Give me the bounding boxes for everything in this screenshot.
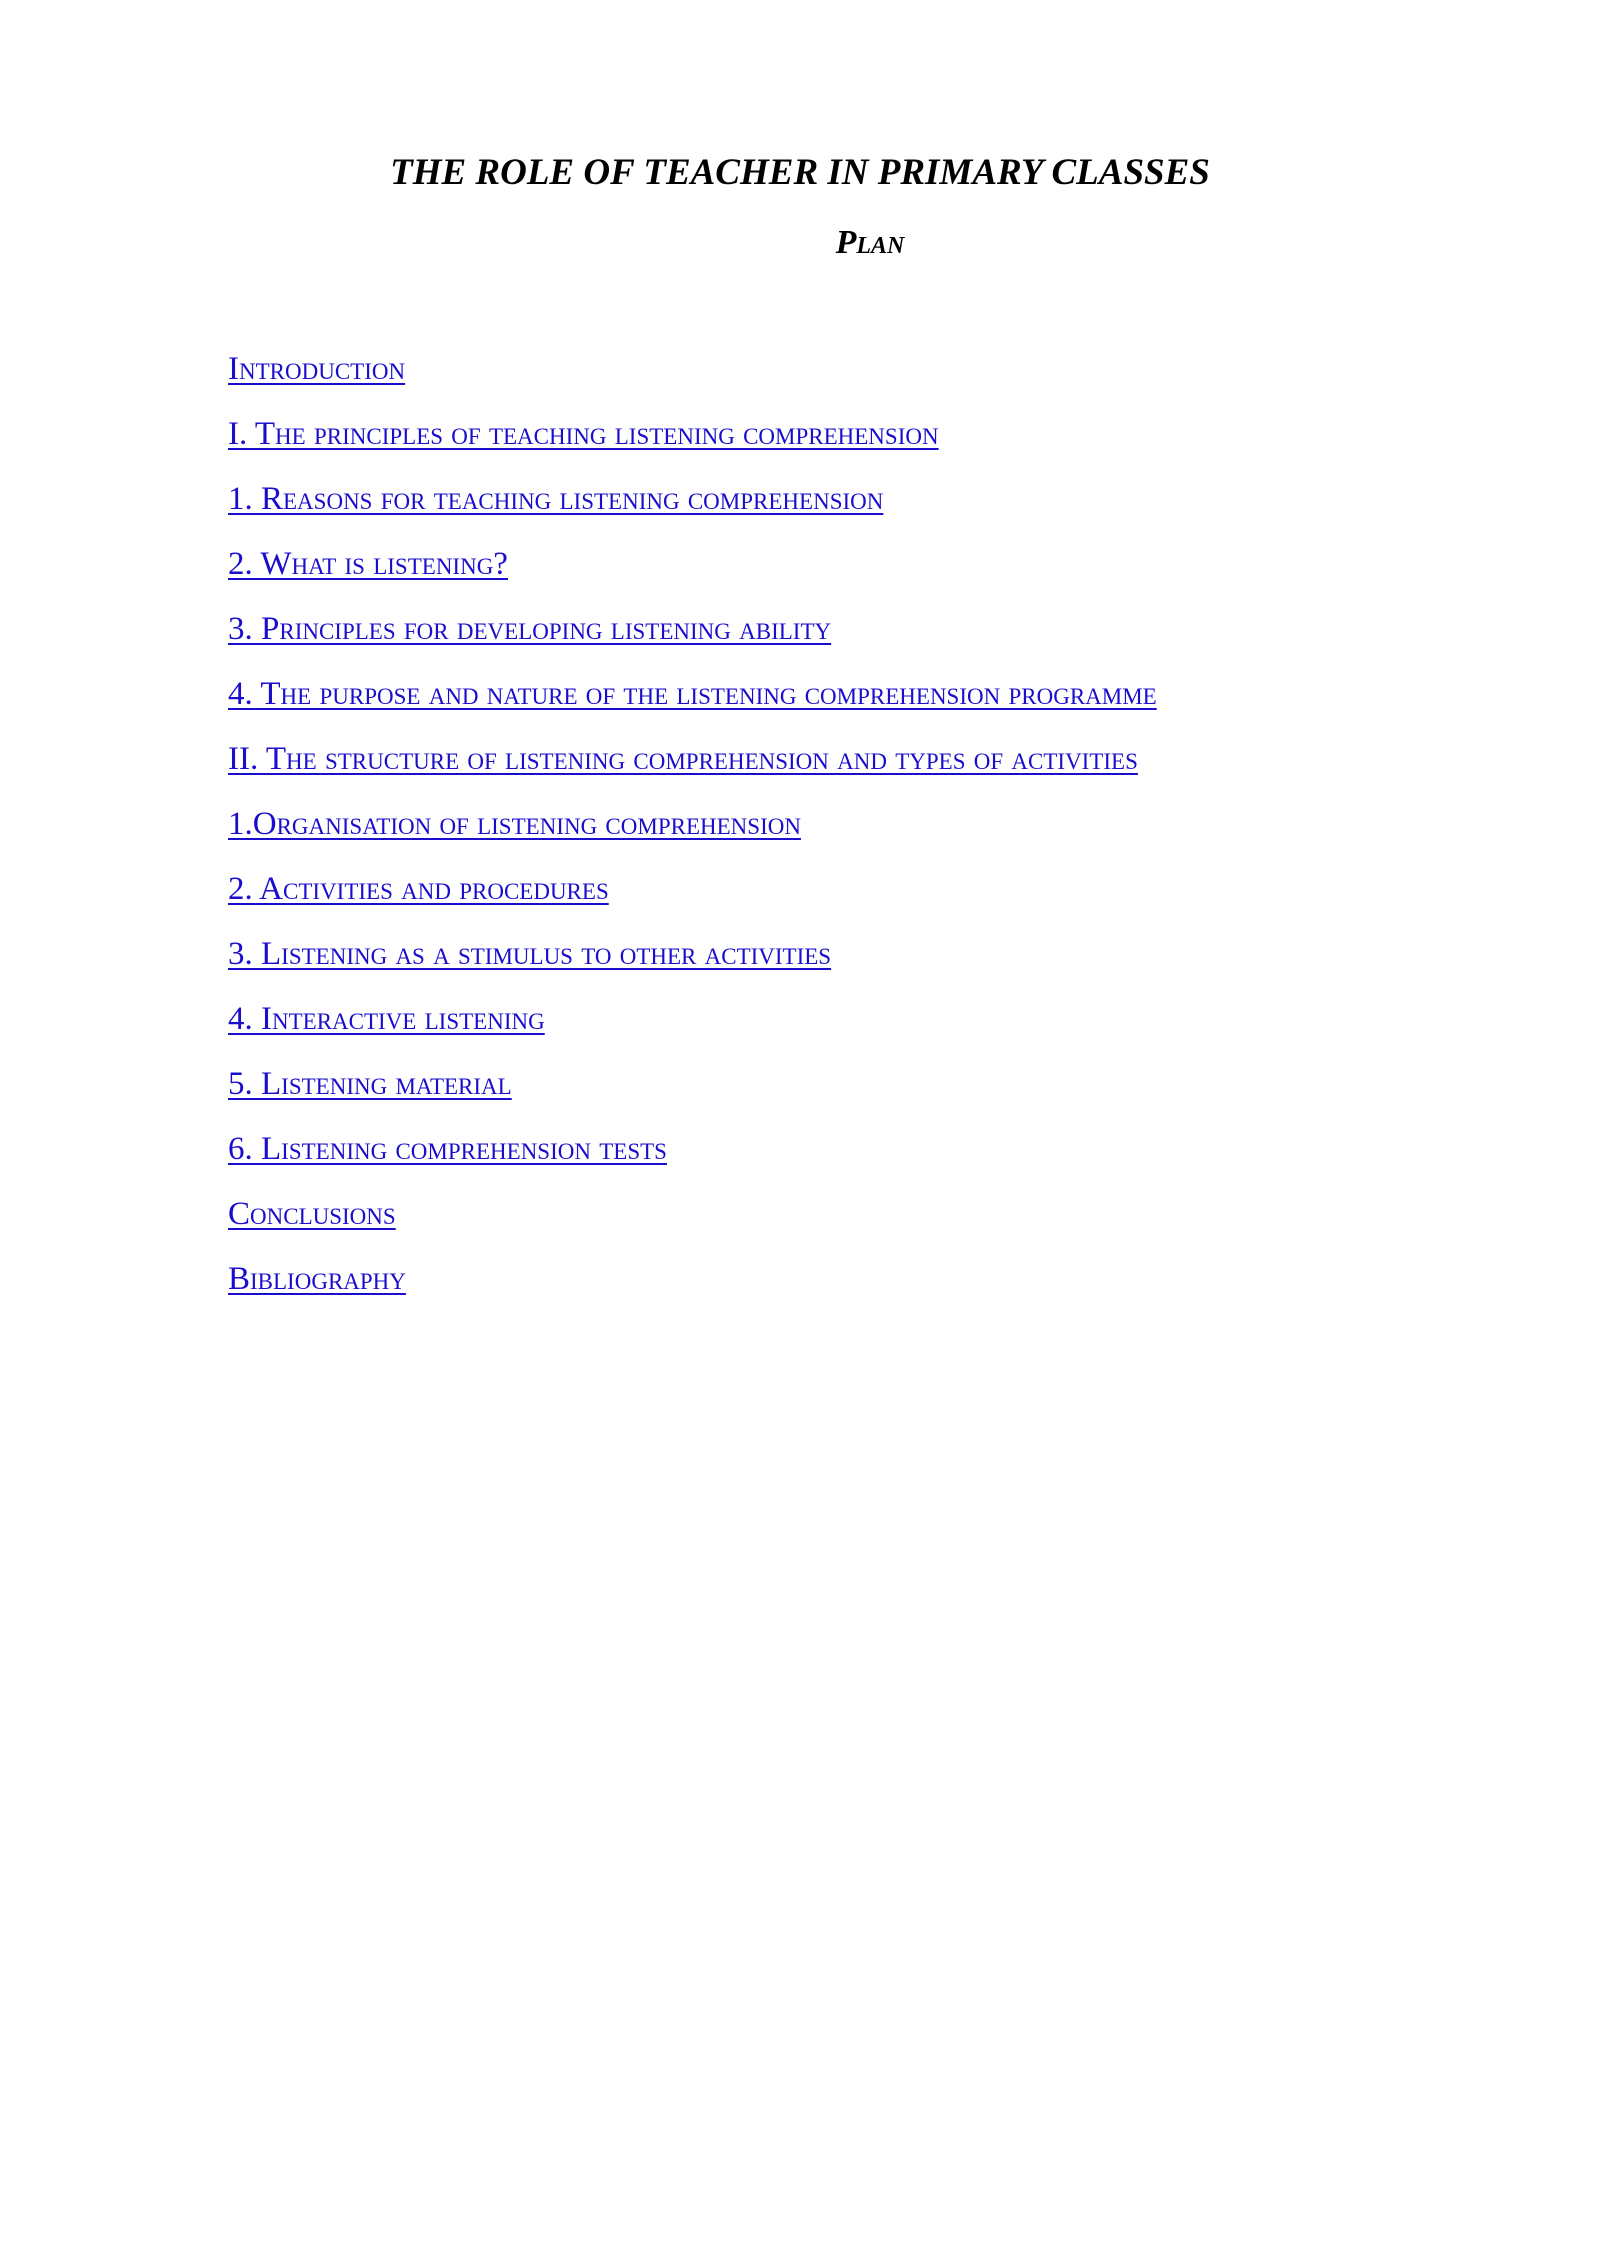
toc-link-section-2-6[interactable]: 6. Listening comprehension tests: [228, 1131, 667, 1167]
toc-item: [228, 865, 1548, 930]
toc-item: [228, 1125, 1548, 1190]
toc-link-section-2-4[interactable]: 4. Interactive listening: [228, 1001, 545, 1037]
toc-link-section-2-1[interactable]: 1.Organisation of listening comprehension: [228, 806, 801, 842]
toc-item: [228, 1255, 1548, 1320]
table-of-contents: [228, 345, 1548, 1320]
document-title: THE ROLE OF TEACHER IN PRIMARY CLASSES: [390, 152, 1210, 193]
toc-link-section-1[interactable]: I. The principles of teaching listening comprehension: [228, 416, 939, 452]
plan-heading: Plan: [835, 224, 905, 261]
toc-item: [228, 1190, 1548, 1255]
toc-item: [228, 735, 1548, 800]
toc-item: [228, 930, 1548, 995]
toc-item: [228, 1060, 1548, 1125]
toc-link-section-1-3[interactable]: 3. Principles for developing listening ability: [228, 611, 832, 647]
toc-item: [228, 345, 1548, 410]
toc-item: [228, 410, 1548, 475]
toc-link-section-2[interactable]: II. The structure of listening comprehension and types of activities: [228, 741, 1138, 777]
toc-link-conclusions[interactable]: Conclusions: [228, 1196, 396, 1232]
toc-link-section-1-1[interactable]: 1. Reasons for teaching listening comprehension: [228, 481, 884, 517]
toc-link-section-2-3[interactable]: 3. Listening as a stimulus to other activities: [228, 936, 832, 972]
toc-item: [228, 995, 1548, 1060]
toc-link-introduction[interactable]: Introduction: [228, 351, 406, 387]
toc-item: [228, 670, 1548, 735]
toc-link-section-1-2[interactable]: 2. What is listening?: [228, 546, 508, 582]
toc-link-section-2-2[interactable]: 2. Activities and procedures: [228, 871, 609, 907]
toc-link-bibliography[interactable]: Bibliography: [228, 1261, 406, 1297]
toc-link-section-1-4[interactable]: 4. The purpose and nature of the listening comprehension programme: [228, 676, 1157, 712]
toc-item: [228, 540, 1548, 605]
toc-item: [228, 605, 1548, 670]
toc-item: [228, 475, 1548, 540]
toc-link-section-2-5[interactable]: 5. Listening material: [228, 1066, 512, 1102]
toc-item: [228, 800, 1548, 865]
